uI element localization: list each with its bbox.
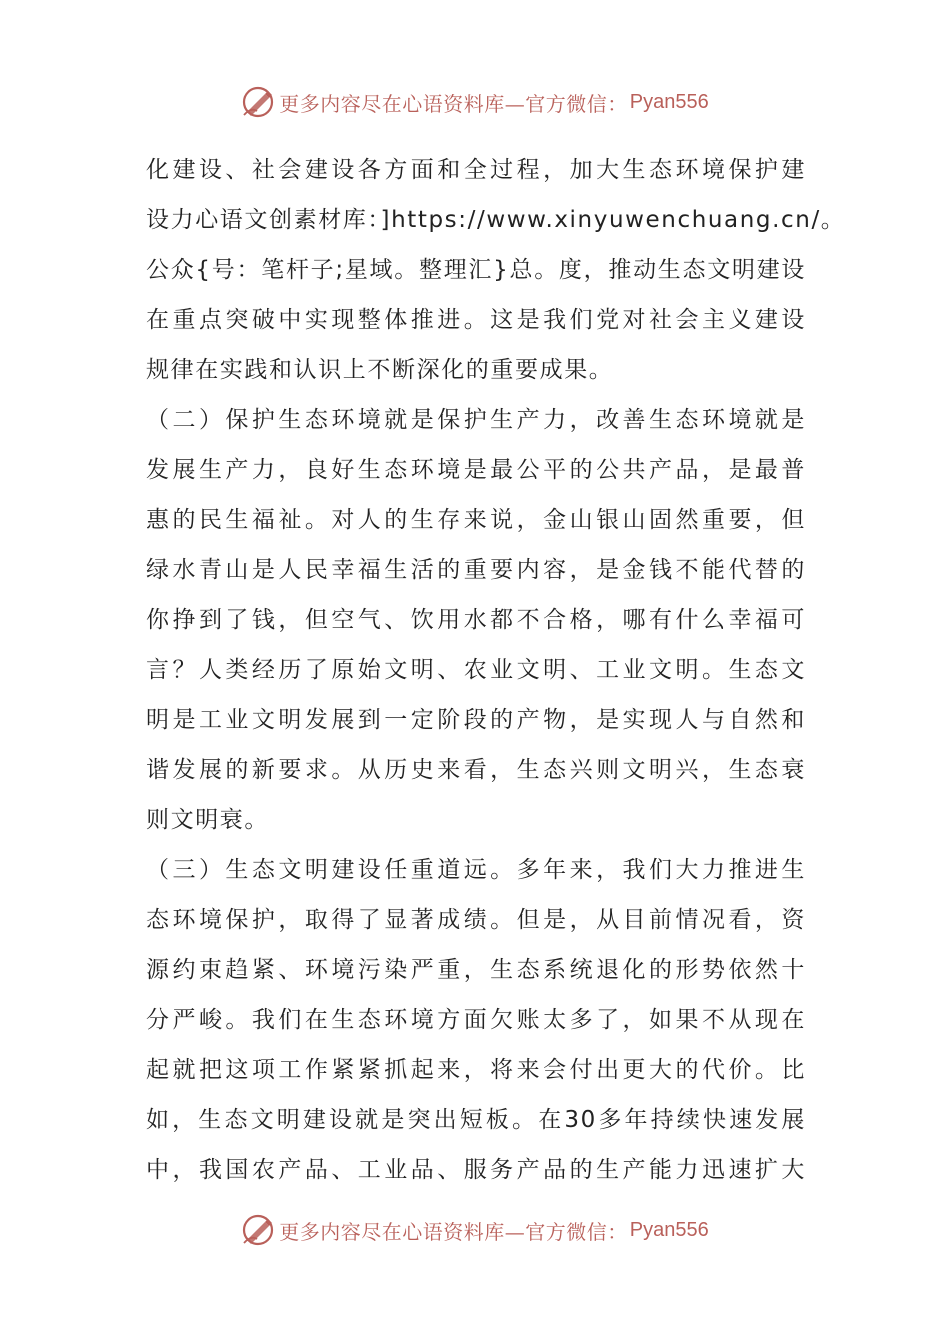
header-banner bbox=[0, 80, 950, 124]
pen-circle-logo-icon bbox=[241, 1213, 275, 1247]
text-line: 化建设、社会建设各方面和全过程，加大生态环境保护建 bbox=[146, 157, 806, 183]
text-line: 则文明衰。 bbox=[146, 807, 269, 833]
banner-brand-text: 更多内容尽在心语资料库—官方微信： bbox=[279, 1219, 628, 1244]
text-line: （三）生态文明建设任重道远。多年来，我们大力推进生 bbox=[146, 857, 806, 883]
text-line: 发展生产力，良好生态环境是最公平的公共产品，是最普 bbox=[146, 457, 806, 483]
text-line: 态环境保护，取得了显著成绩。但是，从目前情况看，资 bbox=[146, 907, 806, 933]
text-line: 公众{号：笔杆子;星域。整理汇}总。度，推动生态文明建设 bbox=[146, 257, 806, 283]
text-line: 绿水青山是人民幸福生活的重要内容，是金钱不能代替的 bbox=[146, 557, 806, 583]
document-body bbox=[146, 145, 846, 1195]
banner-wechat-id: Pyan556 bbox=[629, 90, 709, 113]
text-line: （二）保护生态环境就是保护生产力，改善生态环境就是 bbox=[146, 407, 806, 433]
text-line: 明是工业文明发展到一定阶段的产物，是实现人与自然和 bbox=[146, 707, 806, 733]
banner-wechat-id: Pyan556 bbox=[629, 1218, 709, 1241]
text-line: 惠的民生福祉。对人的生存来说，金山银山固然重要，但 bbox=[146, 507, 806, 533]
text-line: 你挣到了钱，但空气、饮用水都不合格，哪有什么幸福可 bbox=[146, 607, 806, 633]
text-line: 在重点突破中实现整体推进。这是我们党对社会主义建设 bbox=[146, 307, 806, 333]
text-line: 源约束趋紧、环境污染严重，生态系统退化的形势依然十 bbox=[146, 957, 806, 983]
text-line: 言？人类经历了原始文明、农业文明、工业文明。生态文 bbox=[146, 657, 806, 683]
text-line: 如，生态文明建设就是突出短板。在30多年持续快速发展 bbox=[146, 1107, 806, 1133]
footer-banner bbox=[0, 1208, 950, 1252]
banner-brand-text: 更多内容尽在心语资料库—官方微信： bbox=[279, 91, 628, 116]
text-line: 起就把这项工作紧紧抓起来，将来会付出更大的代价。比 bbox=[146, 1057, 806, 1083]
pen-circle-logo-icon bbox=[241, 85, 275, 119]
text-line: 设力心语文创素材库：]https://www.xinyuwenchuang.cn/。 bbox=[146, 207, 846, 233]
text-line: 谐发展的新要求。从历史来看，生态兴则文明兴，生态衰 bbox=[146, 757, 806, 783]
text-line: 规律在实践和认识上不断深化的重要成果。 bbox=[146, 357, 614, 383]
text-line: 中，我国农产品、工业品、服务产品的生产能力迅速扩大 bbox=[146, 1157, 806, 1183]
text-line: 分严峻。我们在生态环境方面欠账太多了，如果不从现在 bbox=[146, 1007, 806, 1033]
